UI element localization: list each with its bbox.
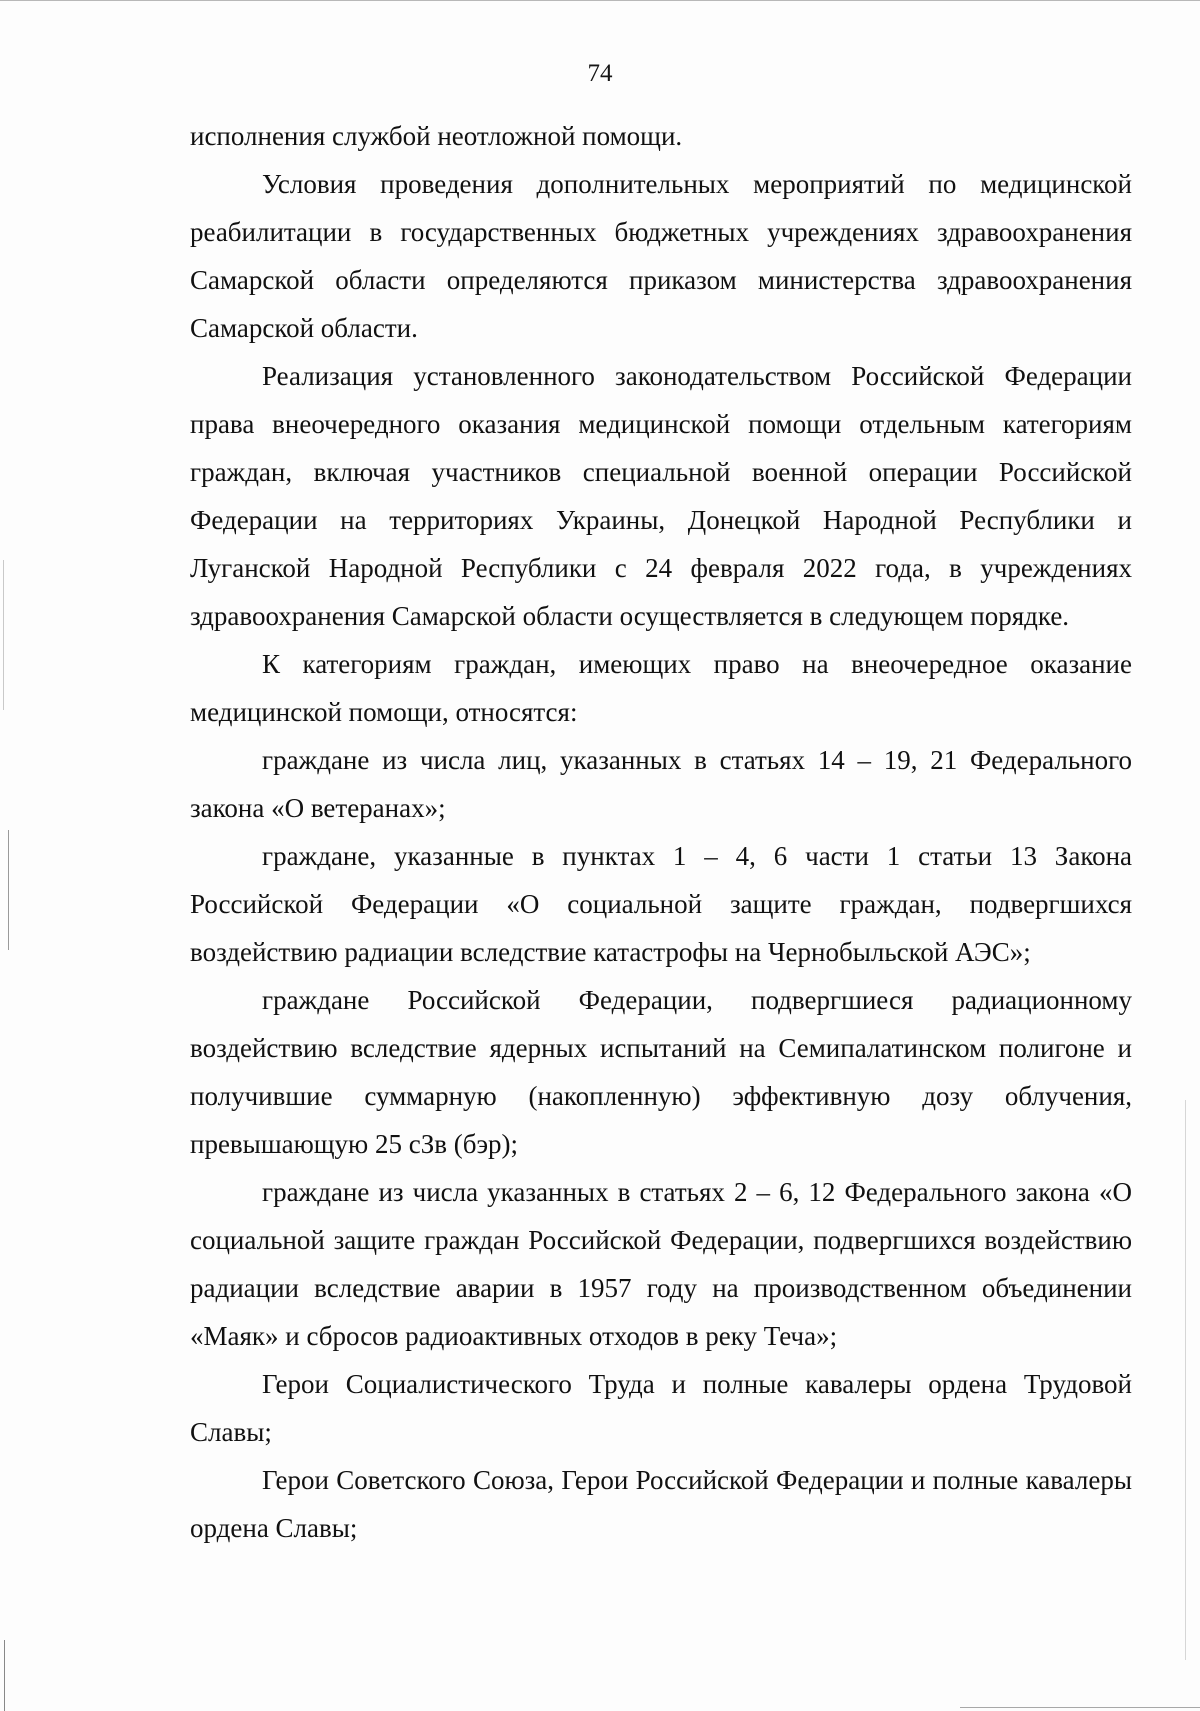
list-item-chernobyl: граждане, указанные в пунктах 1 – 4, 6 части 1 статьи 13 Закона Российской Федерации «О социальной защите граждан, подвергшихся воздействию радиации вследствие катастрофы на Чернобыльской АЭС»; — [190, 841, 1132, 967]
scan-edge-line — [8, 830, 9, 950]
document-body — [190, 112, 1132, 1552]
page-number: 74 — [587, 60, 613, 87]
list-item-veterans: граждане из числа лиц, указанных в статьях 14 – 19, 21 Федерального закона «О ветеранах»; — [190, 745, 1132, 823]
list-item-mayak: граждане из числа указанных в статьях 2 – 6, 12 Федерального закона «О социальной защите граждан Российской Федерации, подвергшихся воздействию радиации вследствие аварии в 1957 году на производственном объединении «Маяк» и сбросов радиоактивных отходов в реку Теча»; — [190, 1177, 1132, 1351]
scan-edge-line — [0, 0, 1200, 1]
scan-edge-line — [1185, 1100, 1186, 1660]
paragraph-continuation: исполнения службой неотложной помощи. — [190, 121, 683, 151]
scan-edge-line — [4, 1640, 5, 1711]
list-item-heroes-soviet-union: Герои Советского Союза, Герои Российской Федерации и полные кавалеры ордена Славы; — [190, 1465, 1132, 1543]
scan-edge-line — [960, 1707, 1200, 1708]
paragraph-rehabilitation-conditions: Условия проведения дополнительных мероприятий по медицинской реабилитации в государственных бюджетных учреждениях здравоохранения Самарской области определяются приказом министерства здравоохранения Самарской области. — [190, 169, 1132, 343]
list-item-heroes-labour: Герои Социалистического Труда и полные кавалеры ордена Трудовой Славы; — [190, 1369, 1132, 1447]
scan-edge-line — [3, 560, 4, 710]
paragraph-priority-care-right: Реализация установленного законодательством Российской Федерации права внеочередного оказания медицинской помощи отдельным категориям граждан, включая участников специальной военной операции Российской Федерации на территориях Украины, Донецкой Народной Республики и Луганской Народной Республики с 24 февраля 2022 года, в учреждениях здравоохранения Самарской области осуществляется в следующем порядке. — [190, 361, 1132, 631]
paragraph-categories-intro: К категориям граждан, имеющих право на внеочередное оказание медицинской помощи, относятся: — [190, 649, 1132, 727]
list-item-semipalatinsk: граждане Российской Федерации, подвергшиеся радиационному воздействию вследствие ядерных испытаний на Семипалатинском полигоне и получившие суммарную (накопленную) эффективную дозу облучения, превышающую 25 сЗв (бэр); — [190, 985, 1132, 1159]
